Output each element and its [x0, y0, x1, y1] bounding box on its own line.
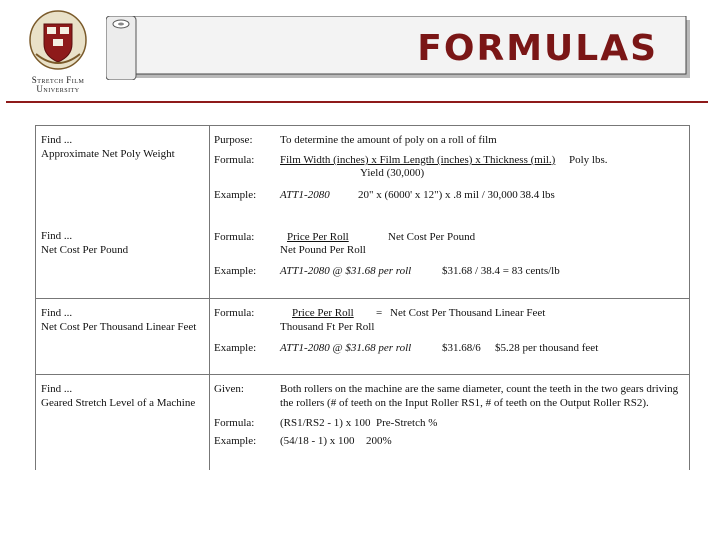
item-name: Geared Stretch Level of a Machine [41, 397, 196, 409]
formula-expression: (RS1/RS2 - 1) x 100 [280, 417, 371, 429]
find-label: Find ... [41, 307, 73, 319]
university-logo [18, 10, 98, 94]
example-result: 200% [366, 435, 392, 447]
formula-numerator: Film Width (inches) x Film Length (inches) x Thickness (mil.) [280, 154, 556, 166]
formula-label: Formula: [214, 231, 255, 243]
example-label: Example: [214, 265, 257, 277]
example-label: Example: [214, 435, 257, 447]
example-label: Example: [214, 342, 257, 354]
formula-result: Net Cost Per Thousand Linear Feet [390, 307, 546, 319]
purpose-label: Purpose: [214, 134, 253, 146]
table-row-cost-per-pound [36, 222, 689, 298]
formula-denominator: Yield (30,000) [360, 167, 425, 179]
find-label: Find ... [41, 134, 73, 146]
formula-denominator: Net Pound Per Roll [280, 244, 366, 256]
formula-equals: = [376, 307, 383, 319]
table-row-geared-stretch [36, 374, 689, 471]
example-calc: $31.68/6 [442, 342, 481, 354]
example-calc: 20" x (6000' x 12") x .8 mil / 30,000 [358, 189, 518, 201]
example-calc: $31.68 / 38.4 = 83 cents/lb [442, 265, 560, 277]
example-item: ATT1-2080 [280, 189, 330, 201]
table-row-cost-per-thousand-feet [36, 298, 689, 375]
given-text-line2: the rollers (# of teeth on the Input Roller RS1, # of teeth on the Output Roller RS2). [280, 397, 649, 409]
logo-text-line2: University [36, 84, 80, 94]
example-item: ATT1-2080 @ $31.68 per roll [280, 265, 412, 277]
formula-result: Poly lbs. [569, 154, 608, 166]
given-text-line1: Both rollers on the machine are the same diameter, count the teeth in the two gears driving [280, 383, 679, 395]
formula-label: Formula: [214, 307, 255, 319]
item-name: Net Cost Per Pound [41, 244, 129, 256]
item-name: Approximate Net Poly Weight [41, 148, 175, 160]
title-banner [106, 16, 692, 80]
crest-shield-icon [28, 10, 88, 72]
example-result: $5.28 per thousand feet [495, 342, 599, 354]
header-divider [6, 101, 708, 103]
formula-denominator: Thousand Ft Per Roll [280, 321, 375, 333]
table-row-poly-weight [36, 126, 689, 222]
example-calc: (54/18 - 1) x 100 [280, 435, 355, 447]
given-label: Given: [214, 383, 244, 395]
page-title: FORMULAS [417, 28, 658, 69]
formula-label: Formula: [214, 417, 255, 429]
formula-result: Pre-Stretch % [376, 417, 438, 429]
find-label: Find ... [41, 230, 73, 242]
logo-text-line1: Stretch Film [31, 75, 85, 85]
formula-label: Formula: [214, 154, 255, 166]
purpose-text: To determine the amount of poly on a roll of film [280, 134, 497, 146]
formula-result: Net Cost Per Pound [388, 231, 476, 243]
example-label: Example: [214, 189, 257, 201]
formula-table [35, 125, 690, 470]
item-name: Net Cost Per Thousand Linear Feet [41, 321, 197, 333]
find-label: Find ... [41, 383, 73, 395]
example-item: ATT1-2080 @ $31.68 per roll [280, 342, 412, 354]
formula-numerator: Price Per Roll [292, 307, 354, 319]
example-result: 38.4 lbs [520, 189, 555, 201]
formula-numerator: Price Per Roll [287, 231, 349, 243]
